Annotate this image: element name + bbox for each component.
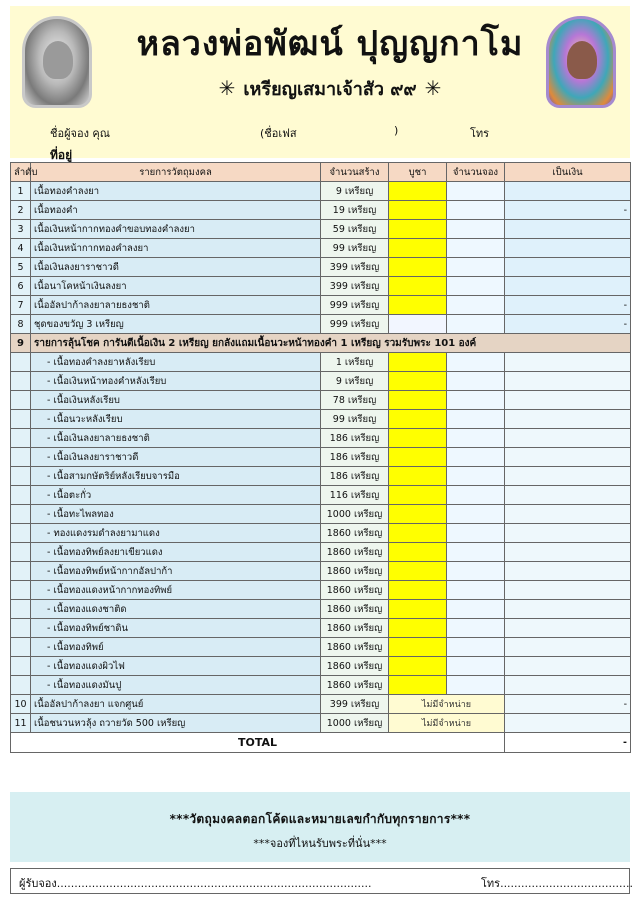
col-header-order: ลำดับ [11,163,31,182]
reserve-cell[interactable] [447,201,505,220]
reserve-cell[interactable] [447,353,505,372]
table-row: 3 เนื้อเงินหน้ากากทองคำขอบทองคำลงยา 59 เหรียญ [11,220,631,239]
total-row [11,733,631,753]
receiver-label: ผู้รับจอง.......................................................................................... [19,877,372,890]
table-row: - ทองแดงรมดำลงยามาแดง 1860 เหรียญ [11,524,631,543]
silver-medal-icon [22,16,92,108]
facebook-name-close: ) [394,124,399,137]
reserve-cell[interactable] [447,429,505,448]
code-note: ***วัตถุมงคลตอกโค้ดและหมายเลขกำกับทุกรายการ*** [169,812,471,826]
col-header-quantity: จำนวนสร้าง [321,163,389,182]
reserve-cell[interactable] [447,182,505,201]
receiver-signature-line [10,868,633,894]
table-row: - เนื้อทองทิพย์หน้ากากอัลปาก้า 1860 เหรียญ [11,562,631,581]
page-subtitle: ✳ เหรียญเสมาเจ้าสัว ๙๙ ✳ [218,76,442,100]
table-row: - เนื้อทองแดงชาติด 1860 เหรียญ [11,600,631,619]
reserve-cell[interactable] [447,258,505,277]
table-row: 1 เนื้อทองคำลงยา 9 เหรียญ [11,182,631,201]
table-row: 11 เนื้อชนวนหวลุ้ง ถวายวัด 500 เหรียญ 1000 เหรียญ ไม่มีจำหน่าย [11,714,631,733]
price-cell [389,524,447,543]
price-cell [389,581,447,600]
price-cell [389,410,447,429]
price-cell [389,543,447,562]
table-row: 10 เนื้ออัลปาก้าลงยา แจกศูนย์ 399 เหรียญ ไม่มีจำหน่าย - [11,695,631,714]
reserve-cell[interactable] [447,372,505,391]
reserve-cell[interactable] [447,486,505,505]
address-label: ที่อยู่ [50,148,73,162]
col-header-reserve: จำนวนจอง [447,163,505,182]
price-cell [389,372,447,391]
table-row: - เนื้อทองทิพย์ 1860 เหรียญ [11,638,631,657]
table-row: - เนื้อทองแดงหน้ากากทองทิพย์ 1860 เหรียญ [11,581,631,600]
reserve-cell[interactable] [447,296,505,315]
table-row: - เนื้อนวะหลังเรียบ 99 เหรียญ [11,410,631,429]
not-for-sale-label: ไม่มีจำหน่าย [389,695,505,714]
reserve-cell[interactable] [447,600,505,619]
reserve-cell[interactable] [447,391,505,410]
table-row: - เนื้อทองทิพย์ลงยาเขียวแดง 1860 เหรียญ [11,543,631,562]
reserve-cell[interactable] [447,619,505,638]
not-for-sale-label: ไม่มีจำหน่าย [389,714,505,733]
reserve-cell[interactable] [447,581,505,600]
table-row: - เนื้อสามกษัตริย์หลังเรียบจารมือ 186 เหรียญ [11,467,631,486]
table-row: - เนื้อทองแดงมันปู 1860 เหรียญ [11,676,631,695]
table-row: - เนื้อเงินลงยาราชาวดี 186 เหรียญ [11,448,631,467]
table-row: 8 ชุดของขวัญ 3 เหรียญ 999 เหรียญ - [11,315,631,334]
page-title: หลวงพ่อพัฒน์ ปุญญกาโม [136,24,524,64]
phone-label: โทร [470,127,490,140]
promo-text: รายการลุ้นโชค การันตีเนื้อเงิน 2 เหรียญ ยกลังแถมเนื้อนวะหน้าทองคำ 1 เหรียญ รวมรับพระ 101 องค์ [31,334,631,353]
price-cell [389,239,447,258]
total-label: TOTAL [11,733,505,753]
reserve-cell[interactable] [447,562,505,581]
reserve-cell[interactable] [447,239,505,258]
price-cell [389,182,447,201]
price-cell [389,277,447,296]
price-cell [389,201,447,220]
price-cell [389,600,447,619]
reserve-cell[interactable] [447,448,505,467]
facebook-name-label: (ชื่อเฟส [260,127,297,140]
price-cell [389,258,447,277]
reserve-cell[interactable] [447,410,505,429]
table-row: - เนื้อทองแดงผิวไฟ 1860 เหรียญ [11,657,631,676]
price-cell [389,353,447,372]
price-cell [389,505,447,524]
pickup-note: ***จองที่ไหนรับพระที่นั่น*** [253,837,387,850]
price-cell [389,391,447,410]
table-row: - เนื้อตะกั่ว 116 เหรียญ [11,486,631,505]
reserve-cell[interactable] [447,676,505,695]
reserve-cell[interactable] [447,220,505,239]
table-row: 6 เนื้อนาโคหน้าเงินลงยา 399 เหรียญ [11,277,631,296]
table-row: - เนื้อเงินหน้าทองคำหลังเรียบ 9 เหรียญ [11,372,631,391]
table-row: 5 เนื้อเงินลงยาราชาวดี 399 เหรียญ [11,258,631,277]
header-band [10,6,630,162]
reserve-cell[interactable] [447,277,505,296]
price-cell [389,315,447,334]
colored-medal-icon [546,16,616,108]
total-amount: - [505,733,631,753]
price-cell [389,429,447,448]
customer-name-label: ชื่อผู้จอง คุณ [50,127,111,140]
star-icon: ✳ [218,76,236,100]
price-cell [389,657,447,676]
table-row: - เนื้อทองทิพย์ชาดิน 1860 เหรียญ [11,619,631,638]
order-table [10,162,631,753]
reserve-cell[interactable] [447,524,505,543]
col-header-item: รายการวัตถุมงคล [31,163,321,182]
table-row: 2 เนื้อทองคำ 19 เหรียญ - [11,201,631,220]
price-cell [389,220,447,239]
col-header-amount: เป็นเงิน [505,163,631,182]
reserve-cell[interactable] [447,657,505,676]
price-cell [389,619,447,638]
reserve-cell[interactable] [447,505,505,524]
col-header-price: บูชา [389,163,447,182]
star-icon: ✳ [424,76,442,100]
reserve-cell[interactable] [447,315,505,334]
table-row: - เนื้อทองคำลงยาหลังเรียบ 1 เหรียญ [11,353,631,372]
table-row: - เนื้อทะไพลทอง 1000 เหรียญ [11,505,631,524]
reserve-cell[interactable] [447,467,505,486]
table-header-row [11,163,631,182]
reserve-cell[interactable] [447,543,505,562]
price-cell [389,562,447,581]
price-cell [389,467,447,486]
reserve-cell[interactable] [447,638,505,657]
table-row: - เนื้อเงินลงยาลายธงชาติ 186 เหรียญ [11,429,631,448]
price-cell [389,638,447,657]
table-row: 7 เนื้ออัลปาก้าลงยาลายธงชาติ 999 เหรียญ - [11,296,631,315]
price-cell [389,296,447,315]
table-row: - เนื้อเงินหลังเรียบ 78 เหรียญ [11,391,631,410]
promo-row: 9 รายการลุ้นโชค การันตีเนื้อเงิน 2 เหรียญ ยกลังแถมเนื้อนวะหน้าทองคำ 1 เหรียญ รวมรับพระ 101 องค์ [11,334,631,353]
price-cell [389,676,447,695]
notes-band [10,792,630,862]
receiver-phone-label: โทร...................................... [481,877,633,890]
price-cell [389,486,447,505]
table-row: 4 เนื้อเงินหน้ากากทองคำลงยา 99 เหรียญ [11,239,631,258]
price-cell [389,448,447,467]
